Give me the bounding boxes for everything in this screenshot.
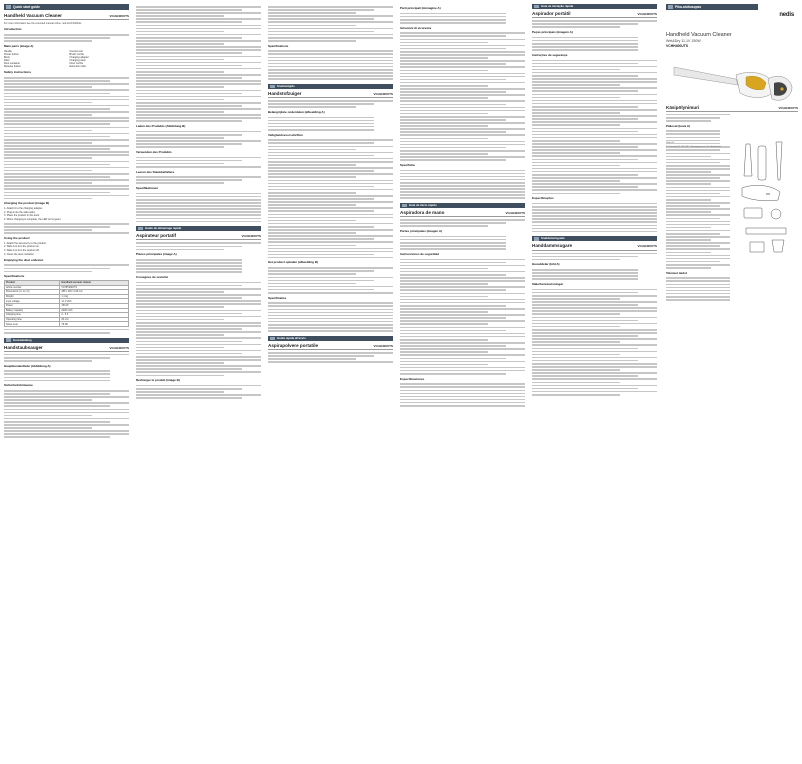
italian-safety (400, 32, 525, 160)
document-title: Aspirador portátil (532, 11, 571, 16)
step-item: 4. When charging is complete, the LED turns green. (4, 217, 62, 221)
main-parts-heading: Hauptbestandteile (Abbildung A) (4, 363, 51, 368)
portuguese-safety (532, 60, 657, 195)
using-heading: Using the product (4, 235, 30, 240)
intro-heading: Introduction (4, 27, 22, 32)
document-title: Aspirateur portatif (136, 233, 177, 239)
model-number: VCHH400UTS (637, 244, 657, 249)
german-spec-table (136, 193, 261, 222)
spec-heading: Especificaciones (400, 376, 425, 381)
flag-icon (534, 5, 539, 8)
spec-label: Charging time (5, 313, 60, 318)
flag-icon (270, 85, 275, 88)
section-bar-label: Guida rapida all'avvio (277, 335, 306, 340)
step-item: 3. Slide A to turn the product off. (4, 248, 40, 252)
spanish-intro (400, 219, 525, 227)
flag-icon (668, 5, 673, 9)
document-title: Handstofzuiger (268, 90, 302, 96)
column-portuguese (532, 4, 657, 760)
spec-label: Article number (5, 285, 60, 290)
charging-steps (4, 207, 129, 221)
main-parts-heading: Parti principali (immagine A) (400, 6, 441, 10)
emptying-heading: Leeren des Staubbehälters (136, 169, 175, 174)
title-row (268, 91, 393, 98)
safety-heading: Säkerhetsanvisningar (532, 281, 564, 286)
part-item: Extension tube (69, 65, 87, 69)
spec-label: Power (5, 303, 60, 308)
spec-value: 20 min (60, 317, 129, 322)
spec-heading: Especificações (532, 196, 554, 201)
safety-heading: Sicherheitshinweise (4, 383, 33, 388)
section-bar-english (4, 4, 129, 10)
part-item: Handle (4, 49, 12, 53)
safety-text (4, 77, 129, 199)
spec-heading: Tekniset tiedot (666, 270, 687, 275)
model-number: VCHH400UTS (778, 105, 798, 110)
spec-heading: Spezifikationen (136, 186, 159, 191)
part-item: Filter (4, 58, 10, 62)
title-row (532, 11, 657, 18)
spec-label: Noise level (5, 322, 60, 327)
section-bar-label: Kurzanleitung (13, 337, 32, 342)
french-safety (136, 282, 261, 376)
online-manual-note: For more information see the extended manual online: ned.is/vchh400uts (4, 22, 82, 26)
document-title: Aspirapolvere portatile (268, 342, 319, 348)
german-emptying (136, 176, 261, 184)
part-item: Charging adapter (69, 55, 89, 59)
part-item: Release button (4, 65, 21, 69)
emptying-heading: Emptying the dust collector (4, 257, 44, 262)
dutch-safety (268, 139, 393, 258)
footer-company: Nedis BV (666, 142, 675, 144)
spec-label: Product (5, 280, 60, 285)
model-number: VCHH400UTS (109, 14, 129, 18)
document-title: Aspiradora de mano (400, 210, 445, 215)
safety-heading: Safety instructions (4, 70, 32, 75)
section-bar-label: Guide de démarrage rapide (145, 226, 182, 231)
spec-table (4, 280, 129, 327)
intro-text (4, 34, 129, 42)
title-row (4, 13, 129, 20)
section-bar-swedish (532, 236, 657, 241)
vacuum-body-icon (674, 67, 792, 100)
section-bar-italian (268, 336, 393, 341)
spec-value: 11.1 VDC (60, 299, 129, 304)
main-parts-heading: Huvuddelar (bild A) (532, 262, 560, 267)
hero-title: Handheld Vacuum Cleaner (666, 32, 732, 38)
using-heading: Verwenden des Produkts (136, 149, 172, 154)
spec-value: 150 W (60, 303, 129, 308)
model-number: VCHH400UTS (241, 234, 261, 239)
table-row (5, 322, 129, 327)
step-item: 1. Attach A to the charging adapter. (4, 207, 43, 211)
section-bar-spanish (400, 203, 525, 208)
french-cont (268, 6, 393, 42)
section-bar-german (4, 338, 129, 343)
spec-value: 78 dB (60, 322, 129, 327)
spec-value: Handheld vacuum cleaner (60, 280, 129, 285)
flag-icon (6, 5, 11, 9)
spec-heading: Specificaties (268, 295, 287, 300)
french-parts (136, 259, 261, 273)
document-title: Handdammsugare (532, 243, 573, 249)
portuguese-spec-table (532, 203, 657, 232)
model-number: VCHH400UTS (505, 211, 525, 215)
spanish-spec-table (400, 383, 525, 406)
section-bar-label: Snabbstartsguide (541, 236, 565, 241)
section-bar-label: Pika-aloitusopas (675, 5, 702, 9)
step-item: 3. Place the product in the dock. (4, 214, 40, 218)
safety-heading: Consignes de sécurité (136, 274, 169, 279)
flag-icon (534, 237, 539, 240)
spec-label: Operating time (5, 317, 60, 322)
safety-heading: Instruções de segurança (532, 52, 568, 57)
spec-label: Input voltage (5, 299, 60, 304)
main-parts-heading: Main parts (image A) (4, 43, 34, 48)
step-item: 2. Plug A into the wall outlet. (4, 210, 36, 214)
spec-heading: Spécifications (268, 43, 289, 48)
section-bar-dutch (268, 84, 393, 89)
swedish-intro (532, 253, 657, 261)
section-bar-portuguese (532, 4, 657, 9)
model-number: VCHH400UTS (373, 343, 393, 348)
italian-intro (268, 352, 393, 363)
document-title: Handheld Vacuum Cleaner (4, 13, 62, 18)
step-item: 2. Slide A to turn the product on. (4, 245, 40, 249)
spec-heading: Specifications (4, 274, 25, 279)
portuguese-intro (532, 20, 657, 28)
german-safety (4, 390, 129, 438)
spec-value: 2200 mAh (60, 308, 129, 313)
title-row (400, 210, 525, 217)
brand-logo: nedis (779, 12, 794, 18)
dutch-intro (268, 100, 393, 108)
main-parts-heading: Pääosat (kuva A) (666, 123, 691, 128)
main-parts-heading: Partes principales (imagen A) (400, 229, 443, 234)
dutch-spec-table (268, 302, 393, 331)
column-german (136, 4, 261, 760)
spec-value: VCHH400UTS (60, 285, 129, 290)
flag-icon (6, 338, 11, 341)
finnish-safety (666, 146, 730, 268)
model-number: VCHH400UTS (109, 345, 129, 350)
section-bar-finnish (666, 4, 758, 10)
spec-value: 1.1 kg (60, 294, 129, 299)
part-item: Dust container (4, 62, 21, 66)
section-bar-label: Snelstartgids (277, 83, 295, 88)
german-using (136, 157, 261, 168)
step-item: 1. Attach the accessory to the product. (4, 241, 47, 245)
italian-spec-table (400, 170, 525, 199)
step-item: 4. Clean the dust container. (4, 252, 35, 256)
spec-value: 455 x 115 x 115 mm (60, 290, 129, 295)
using-steps (4, 242, 129, 256)
hero-subtitle: Wet&Dry 11,1V 150W (666, 38, 701, 43)
section-bar-french (136, 226, 261, 231)
spec-label: Battery capacity (5, 308, 60, 313)
flag-icon (138, 227, 143, 230)
main-parts-heading: Peças principais (imagem A) (532, 30, 573, 35)
charging-heading: Charging the product (image B) (4, 201, 49, 206)
french-spec-table (268, 50, 393, 79)
part-item: Power button (4, 52, 19, 56)
german-charging (136, 131, 261, 148)
section-bar-label: Guía de inicio rápido (409, 203, 437, 207)
charging-heading: Recharger le produit (image B) (136, 378, 180, 383)
document-title: Käsipölynimuri (666, 104, 700, 110)
part-item: Crevice tool (69, 49, 83, 53)
german-intro (4, 354, 129, 362)
parts-list (4, 50, 129, 69)
emptying-text (4, 264, 129, 272)
column-italian (400, 4, 525, 760)
column-dutch (268, 4, 393, 760)
spec-label: Dimensions (l x w x h) (5, 290, 60, 295)
italian-parts (400, 13, 525, 24)
german-parts (4, 370, 129, 381)
part-item: Charging dock (69, 58, 86, 62)
main-parts-heading: Pièces principales (image A) (136, 252, 177, 257)
dutch-charging (268, 267, 393, 293)
main-parts-heading: Belangrijkste onderdelen (afbeelding A) (268, 109, 325, 114)
safety-heading: Istruzioni di sicurezza (400, 25, 432, 30)
flag-icon (402, 204, 407, 207)
title-row (4, 345, 129, 352)
spanish-safety (400, 259, 525, 375)
title-row (136, 233, 261, 240)
spec-heading: Specifiche (400, 162, 416, 167)
french-intro (136, 242, 261, 250)
model-number: VCHH400UTS (373, 91, 393, 96)
finnish-spec-table (666, 277, 730, 300)
section-bar-label: Guia de iniciação rápida (541, 4, 574, 8)
flag-icon (270, 337, 275, 340)
part-item: Body (4, 55, 10, 59)
charging-notes (4, 223, 129, 234)
section-bar-label: Quick start guide (13, 5, 40, 9)
title-row (532, 243, 657, 250)
charging-heading: Het product opladen (afbeelding B) (268, 260, 318, 265)
swedish-parts (532, 269, 657, 280)
hero-model: VCHH400UTS (666, 44, 689, 49)
spec-value: 4 - 5 h (60, 313, 129, 318)
model-number: VCHH400UTS (637, 12, 657, 16)
swedish-safety (532, 289, 657, 396)
portuguese-parts (532, 37, 657, 51)
safety-heading: Veiligheidsvoorschriften (268, 132, 303, 137)
spec-label: Weight (5, 294, 60, 299)
dutch-parts (268, 117, 393, 131)
parts-diagram-image (736, 136, 798, 256)
column-cover (666, 4, 798, 760)
french-charging (136, 385, 261, 399)
exploded-parts-icon (742, 142, 786, 252)
title-row (268, 343, 393, 350)
part-item: Brush nozzle (69, 52, 84, 56)
document-title: Handstaubsauger (4, 344, 43, 350)
safety-heading: Instrucciones de seguridad (400, 251, 440, 256)
spanish-parts (400, 236, 525, 250)
column-english (4, 4, 129, 760)
vacuum-product-image (666, 49, 798, 119)
disposal-text (4, 329, 129, 334)
footer-address: De Tweeling 28, 5215 MC 's-Hertogenbosch, The Netherlands (666, 145, 722, 148)
part-item: Floor nozzle (69, 62, 84, 66)
german-safety-cont (136, 6, 261, 122)
charging-heading: Laden des Produkts (Abbildung B) (136, 124, 186, 129)
